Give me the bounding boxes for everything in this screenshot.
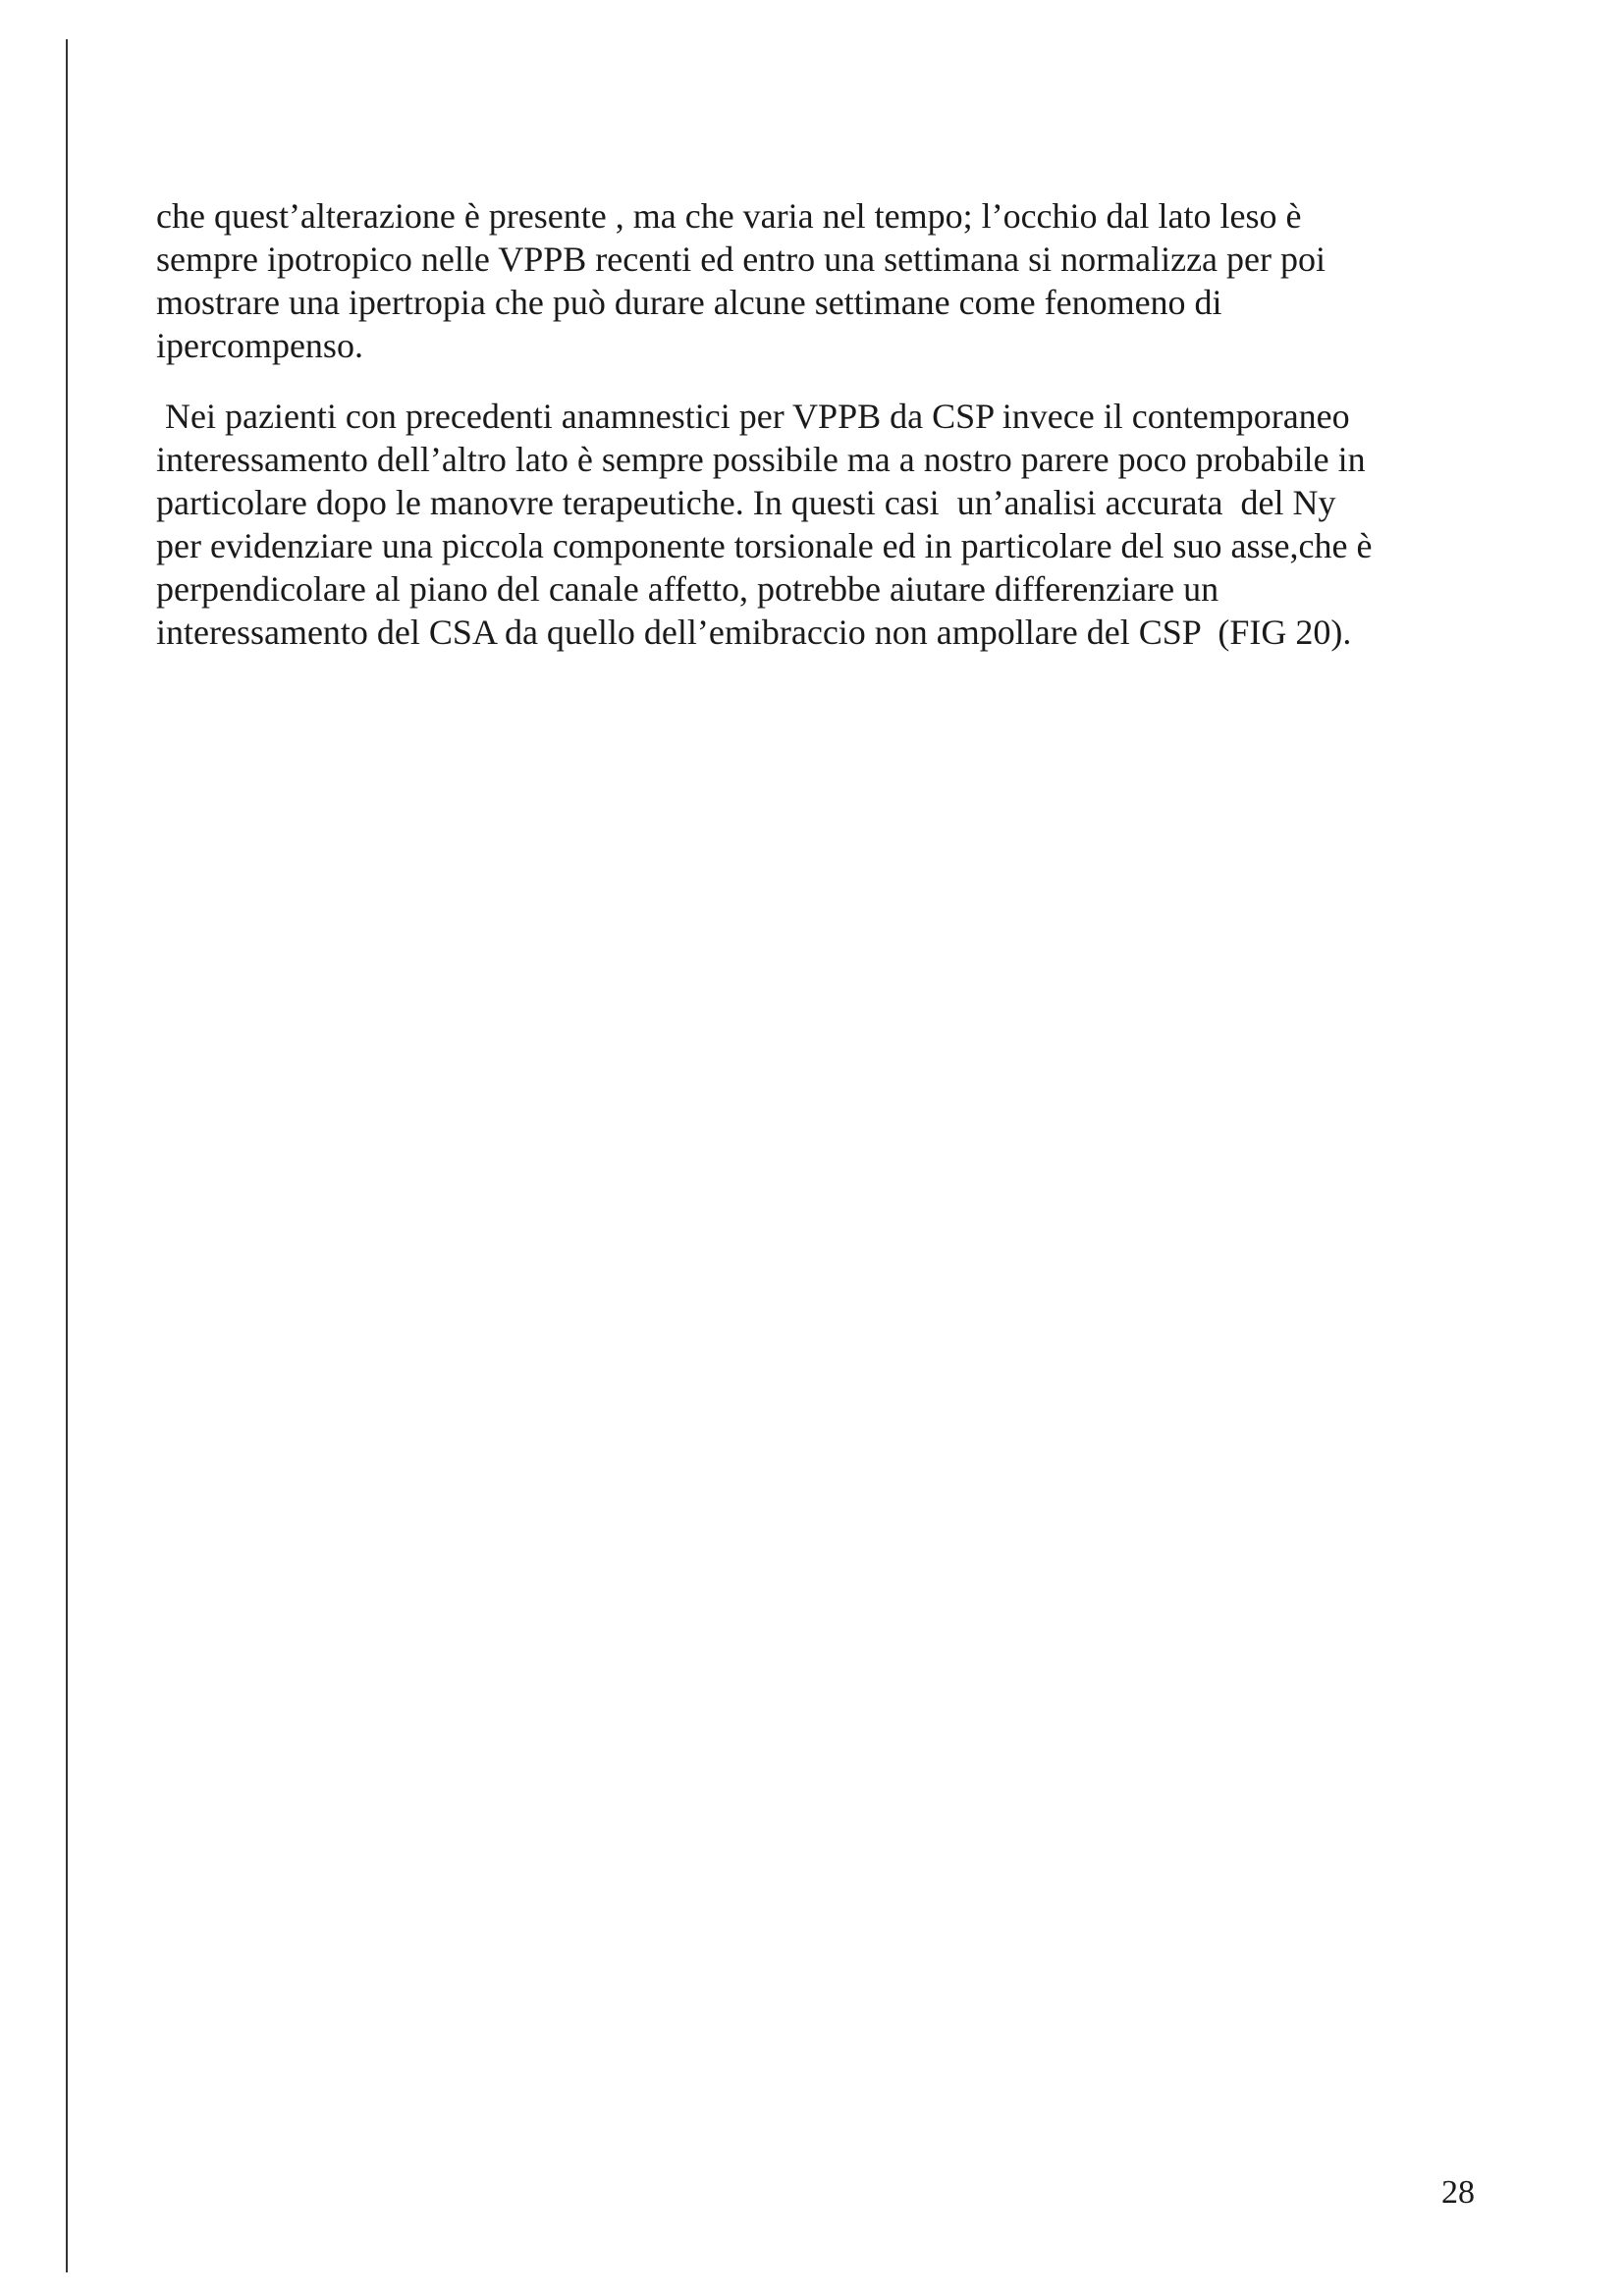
text-line: perpendicolare al piano del canale affetto, potrebbe aiutare differenziare un bbox=[156, 569, 1219, 609]
paragraph-gap bbox=[156, 367, 1531, 395]
text-line: ipercompenso. bbox=[156, 326, 363, 365]
text-line: interessamento dell’altro lato è sempre possibile ma a nostro parere poco probabile in bbox=[156, 440, 1366, 479]
text-line: sempre ipotropico nelle VPPB recenti ed entro una settimana si normalizza per poi bbox=[156, 240, 1326, 279]
text-line: interessamento del CSA da quello dell’emibraccio non ampollare del CSP (FIG 20). bbox=[156, 613, 1352, 652]
margin-rule bbox=[66, 39, 68, 2272]
body-text bbox=[156, 194, 1531, 654]
text-line: che quest’alterazione è presente , ma che varia nel tempo; l’occhio dal lato leso è bbox=[156, 196, 1302, 236]
paragraph-2 bbox=[156, 395, 1531, 654]
text-line: per evidenziare una piccola componente torsionale ed in particolare del suo asse,che è bbox=[156, 526, 1373, 565]
text-line: mostrare una ipertropia che può durare alcune settimane come fenomeno di bbox=[156, 283, 1222, 322]
text-line: Nei pazienti con precedenti anamnestici per VPPB da CSP invece il contemporaneo bbox=[156, 397, 1350, 436]
text-line: particolare dopo le manovre terapeutiche. In questi casi un’analisi accurata del Ny bbox=[156, 483, 1336, 522]
paragraph-1 bbox=[156, 194, 1531, 367]
page-number: 28 bbox=[1441, 2174, 1475, 2211]
